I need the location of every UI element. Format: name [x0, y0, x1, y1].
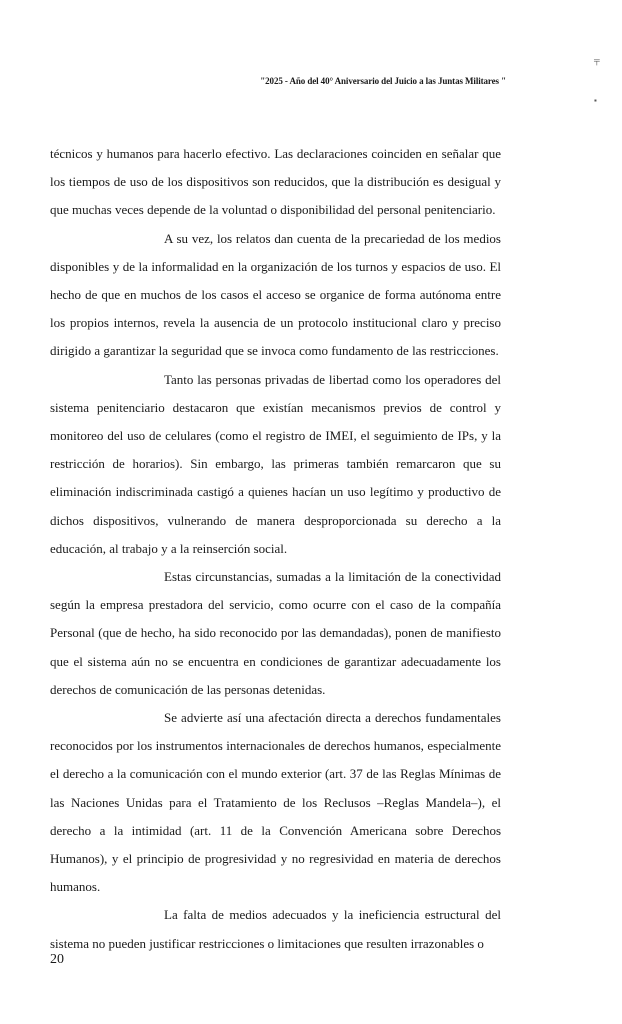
paragraph-4: Estas circunstancias, sumadas a la limitación de la conectividad según la empresa prestadora del servicio, como ocurre con el caso de la compañía Personal (que de hecho, ha sido reconocido por las demandadas), ponen de manifiesto que el sistema aún no se encuentra en condiciones de garantizar adecuadamente los derechos de comunicación de las personas detenidas.: [50, 569, 501, 697]
header-motto: "2025 - Año del 40° Aniversario del Juicio a las Juntas Militares ": [260, 76, 506, 86]
paragraph-5: Se advierte así una afectación directa a derechos fundamentales reconocidos por los instrumentos internacionales de derechos humanos, especialmente el derecho a la comunicación con el mundo exterior (art. 37 de las Reglas Mínimas de las Naciones Unidas para el Tratamiento de los Reclusos –Reglas Mandela–), el derecho a la intimidad (art. 11 de la Convención Americana sobre Derechos Humanos), y el principio de progresividad y no regresividad en materia de derechos humanos.: [50, 710, 501, 895]
paragraph-3: Tanto las personas privadas de libertad como los operadores del sistema penitenciario destacaron que existían mecanismos previos de control y monitoreo del uso de celulares (como el registro de IMEI, el seguimiento de IPs, y la restricción de horarios). Sin embargo, las primeras también remarcaron que su eliminación indiscriminada castigó a quienes hacían un uso legítimo y productivo de dichos dispositivos, vulnerando de manera desproporcionada su derecho a la educación, al trabajo y a la reinserción social.: [50, 371, 501, 556]
paragraph-1: técnicos y humanos para hacerlo efectivo. Las declaraciones coinciden en señalar que los tiempos de uso de los dispositivos son reducidos, que la distribución es desigual y que muchas veces depende de la voluntad o disponibilidad del personal penitenciario.: [50, 146, 501, 218]
paragraph-2: A su vez, los relatos dan cuenta de la precariedad de los medios disponibles y de la informalidad en la organización de los turnos y espacios de uso. El hecho de que en muchos de los casos el acceso se organice de forma autónoma entre los propios internos, revela la ausencia de un protocolo institucional claro y preciso dirigido a garantizar la seguridad que se invoca como fundamento de las restricciones.: [50, 230, 501, 359]
document-body: [50, 140, 501, 958]
margin-mark: ▪: [594, 96, 597, 105]
paragraph-6: La falta de medios adecuados y la ineficiencia estructural del sistema no pueden justificar restricciones o limitaciones que resulten irrazonables o: [50, 907, 501, 951]
margin-mark: ╤: [594, 56, 600, 65]
page-number: 20: [50, 952, 64, 967]
